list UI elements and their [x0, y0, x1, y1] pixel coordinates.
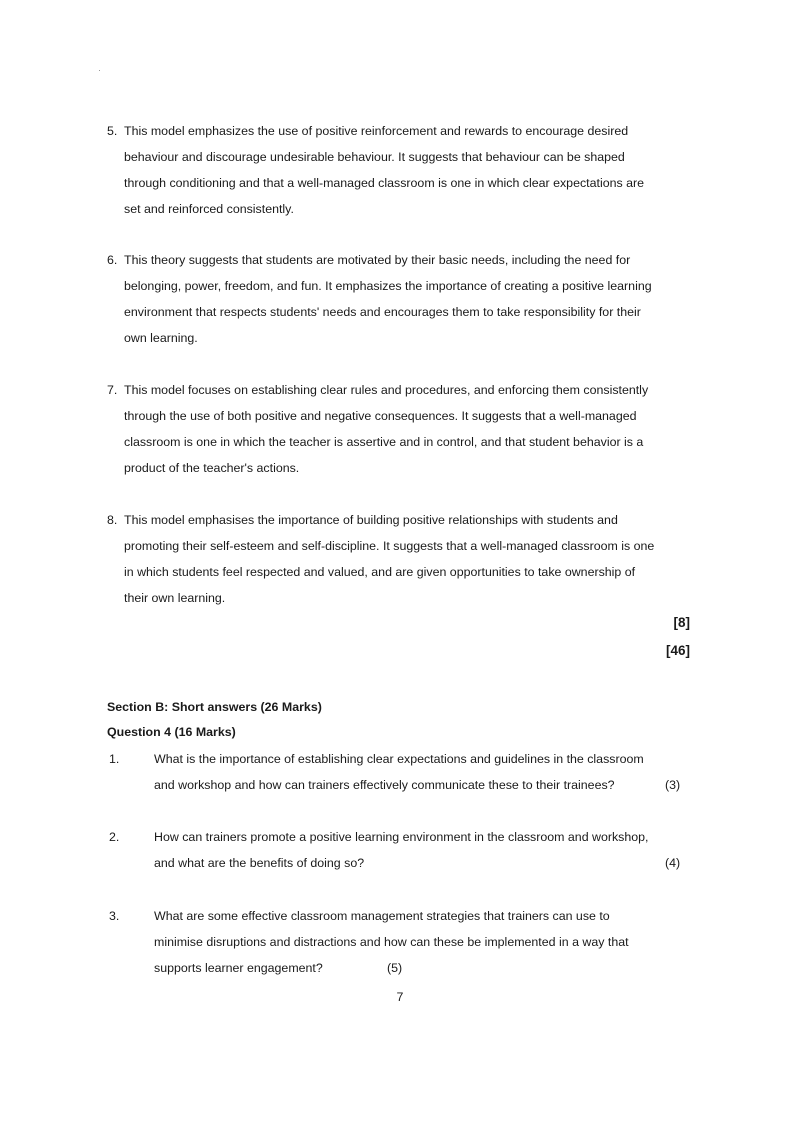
item-number: 8. — [107, 513, 118, 527]
item-number: 6. — [107, 253, 118, 267]
question-text-line: What are some effective classroom management strategies that trainers can use to — [154, 909, 610, 923]
question-text-line: and workshop and how can trainers effectively communicate these to their trainees? — [154, 778, 615, 792]
item-text-line: their own learning. — [124, 591, 226, 605]
question-text-line: and what are the benefits of doing so? — [154, 856, 365, 870]
item-text-line: This theory suggests that students are motivated by their basic needs, including the need for — [124, 253, 631, 267]
question-marks: (5) — [387, 961, 403, 975]
question-marks: (3) — [665, 778, 681, 792]
section-heading: Section B: Short answers (26 Marks) — [107, 700, 322, 714]
item-number: 5. — [107, 124, 118, 138]
question-number: 3. — [109, 909, 120, 923]
question-text-line: minimise disruptions and distractions and how can these be implemented in a way that — [154, 935, 629, 949]
item-text-line: product of the teacher's actions. — [124, 461, 300, 475]
question-heading: Question 4 (16 Marks) — [107, 725, 236, 739]
question-number: 1. — [109, 752, 120, 766]
item-text-line: set and reinforced consistently. — [124, 202, 294, 216]
item-text-line: This model emphasises the importance of building positive relationships with students and — [124, 513, 618, 527]
page-number: 7 — [396, 990, 404, 1004]
item-text-line: This model focuses on establishing clear rules and procedures, and enforcing them consistently — [124, 383, 649, 397]
item-text-line: promoting their self-esteem and self-discipline. It suggests that a well-managed classroom is one — [124, 539, 655, 553]
item-text-line: own learning. — [124, 331, 198, 345]
item-text-line: environment that respects students' needs and encourages them to take responsibility for their — [124, 305, 641, 319]
item-text-line: classroom is one in which the teacher is assertive and in control, and that student behavior is a — [124, 435, 644, 449]
item-text-line: through conditioning and that a well-managed classroom is one in which clear expectations are — [124, 176, 645, 190]
item-text-line: through the use of both positive and negative consequences. It suggests that a well-managed — [124, 409, 637, 423]
question-text-line: What is the importance of establishing clear expectations and guidelines in the classroom — [154, 752, 644, 766]
total-marks: [46] — [665, 643, 690, 658]
item-number: 7. — [107, 383, 118, 397]
question-text-line: How can trainers promote a positive learning environment in the classroom and workshop, — [154, 830, 649, 844]
question-marks: (4) — [665, 856, 681, 870]
question-text-line: supports learner engagement? — [154, 961, 323, 975]
item-text-line: behaviour and discourage undesirable behaviour. It suggests that behaviour can be shaped — [124, 150, 625, 164]
question-number: 2. — [109, 830, 120, 844]
subtotal-marks: [8] — [673, 615, 690, 630]
item-text-line: in which students feel respected and valued, and are given opportunities to take ownership of — [124, 565, 636, 579]
item-text-line: This model emphasizes the use of positive reinforcement and rewards to encourage desired — [124, 124, 629, 138]
item-text-line: belonging, power, freedom, and fun. It emphasizes the importance of creating a positive learning — [124, 279, 652, 293]
scan-speck — [99, 70, 100, 71]
